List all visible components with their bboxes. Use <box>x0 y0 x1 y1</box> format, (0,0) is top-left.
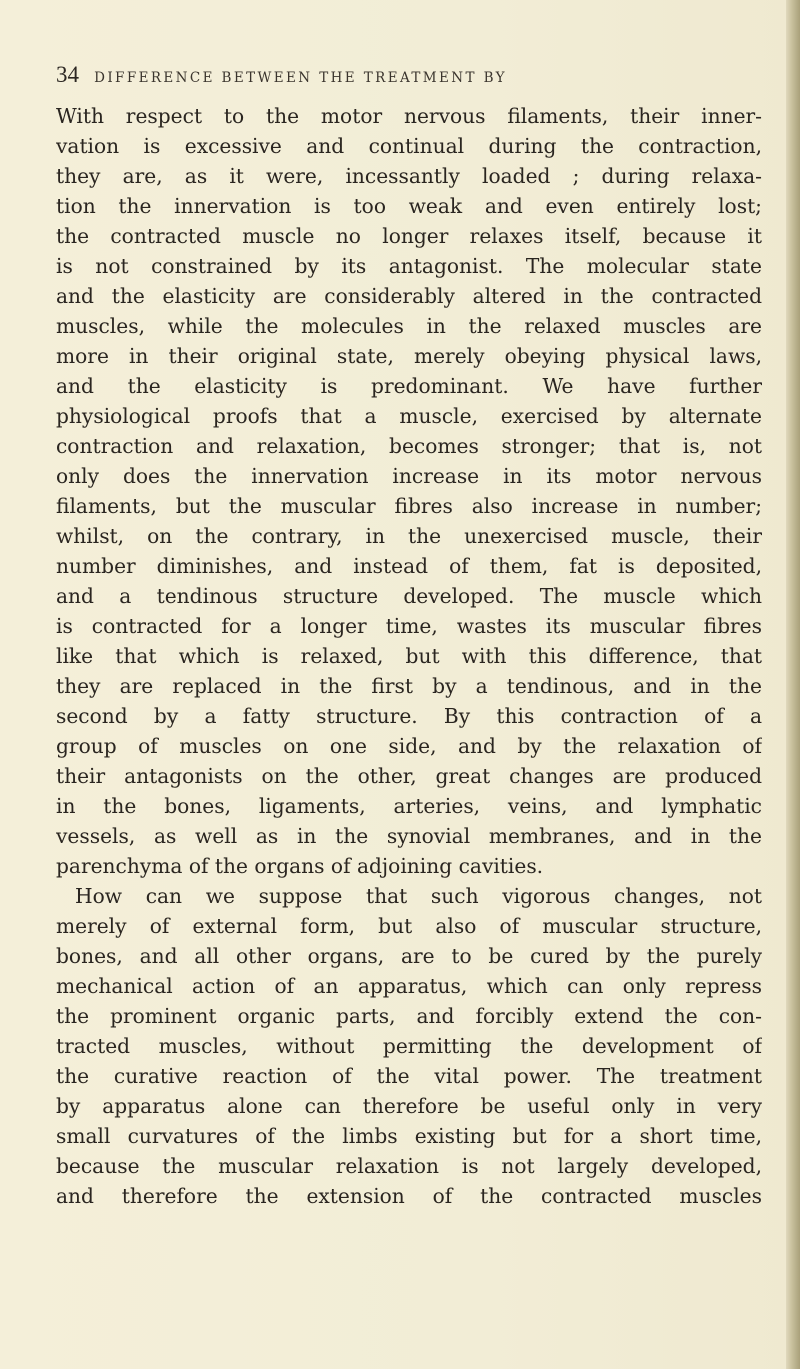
text-line: With respect to the motor nervous filaments, their inner- <box>56 104 762 128</box>
text-line: and therefore the extension of the contracted muscles <box>56 1184 762 1208</box>
text-line: is not constrained by its antagonist. The molecular state <box>56 254 762 278</box>
body-text <box>56 101 762 1211</box>
text-line: muscles, while the molecules in the relaxed muscles are <box>56 314 762 338</box>
text-line: contraction and relaxation, becomes stronger; that is, not <box>56 434 762 458</box>
text-line: and a tendinous structure developed. The muscle which <box>56 584 762 608</box>
running-title: DIFFERENCE BETWEEN THE TREATMENT BY <box>94 70 507 86</box>
text-line: they are replaced in the first by a tendinous, and in the <box>56 674 762 698</box>
page-number: 34 <box>56 62 79 87</box>
text-line: their antagonists on the other, great changes are produced <box>56 764 762 788</box>
text-line: only does the innervation increase in its motor nervous <box>56 464 762 488</box>
text-line: and the elasticity is predominant. We have further <box>56 374 762 398</box>
text-line: How can we suppose that such vigorous changes, not <box>75 884 762 908</box>
text-line: tion the innervation is too weak and even entirely lost; <box>56 194 762 218</box>
text-line: in the bones, ligaments, arteries, veins, and lymphatic <box>56 794 762 818</box>
text-line: because the muscular relaxation is not largely developed, <box>56 1154 762 1178</box>
text-line: tracted muscles, without permitting the development of <box>56 1034 762 1058</box>
text-line: the curative reaction of the vital power. The treatment <box>56 1064 762 1088</box>
text-line: mechanical action of an apparatus, which can only repress <box>56 974 762 998</box>
text-line: filaments, but the muscular fibres also increase in number; <box>56 494 762 518</box>
text-line: vation is excessive and continual during the contraction, <box>56 134 762 158</box>
page-edge-shadow <box>786 0 800 1369</box>
text-line: small curvatures of the limbs existing but for a short time, <box>56 1124 762 1148</box>
running-head <box>56 62 756 92</box>
text-line: bones, and all other organs, are to be cured by the purely <box>56 944 762 968</box>
text-line: group of muscles on one side, and by the relaxation of <box>56 734 762 758</box>
text-line: physiological proofs that a muscle, exercised by alternate <box>56 404 762 428</box>
text-line: more in their original state, merely obeying physical laws, <box>56 344 762 368</box>
text-line: and the elasticity are considerably altered in the contracted <box>56 284 762 308</box>
text-line: parenchyma of the organs of adjoining cavities. <box>56 854 544 878</box>
text-line: merely of external form, but also of muscular structure, <box>56 914 762 938</box>
text-line: is contracted for a longer time, wastes its muscular fibres <box>56 614 762 638</box>
text-line: number diminishes, and instead of them, fat is deposited, <box>56 554 762 578</box>
text-line: by apparatus alone can therefore be useful only in very <box>56 1094 762 1118</box>
text-line: vessels, as well as in the synovial membranes, and in the <box>56 824 762 848</box>
text-line: the prominent organic parts, and forcibly extend the con- <box>56 1004 762 1028</box>
text-line: like that which is relaxed, but with this difference, that <box>56 644 762 668</box>
text-line: they are, as it were, incessantly loaded ; during relaxa- <box>56 164 762 188</box>
text-line: the contracted muscle no longer relaxes itself, because it <box>56 224 762 248</box>
text-line: second by a fatty structure. By this contraction of a <box>56 704 762 728</box>
text-line: whilst, on the contrary, in the unexercised muscle, their <box>56 524 762 548</box>
